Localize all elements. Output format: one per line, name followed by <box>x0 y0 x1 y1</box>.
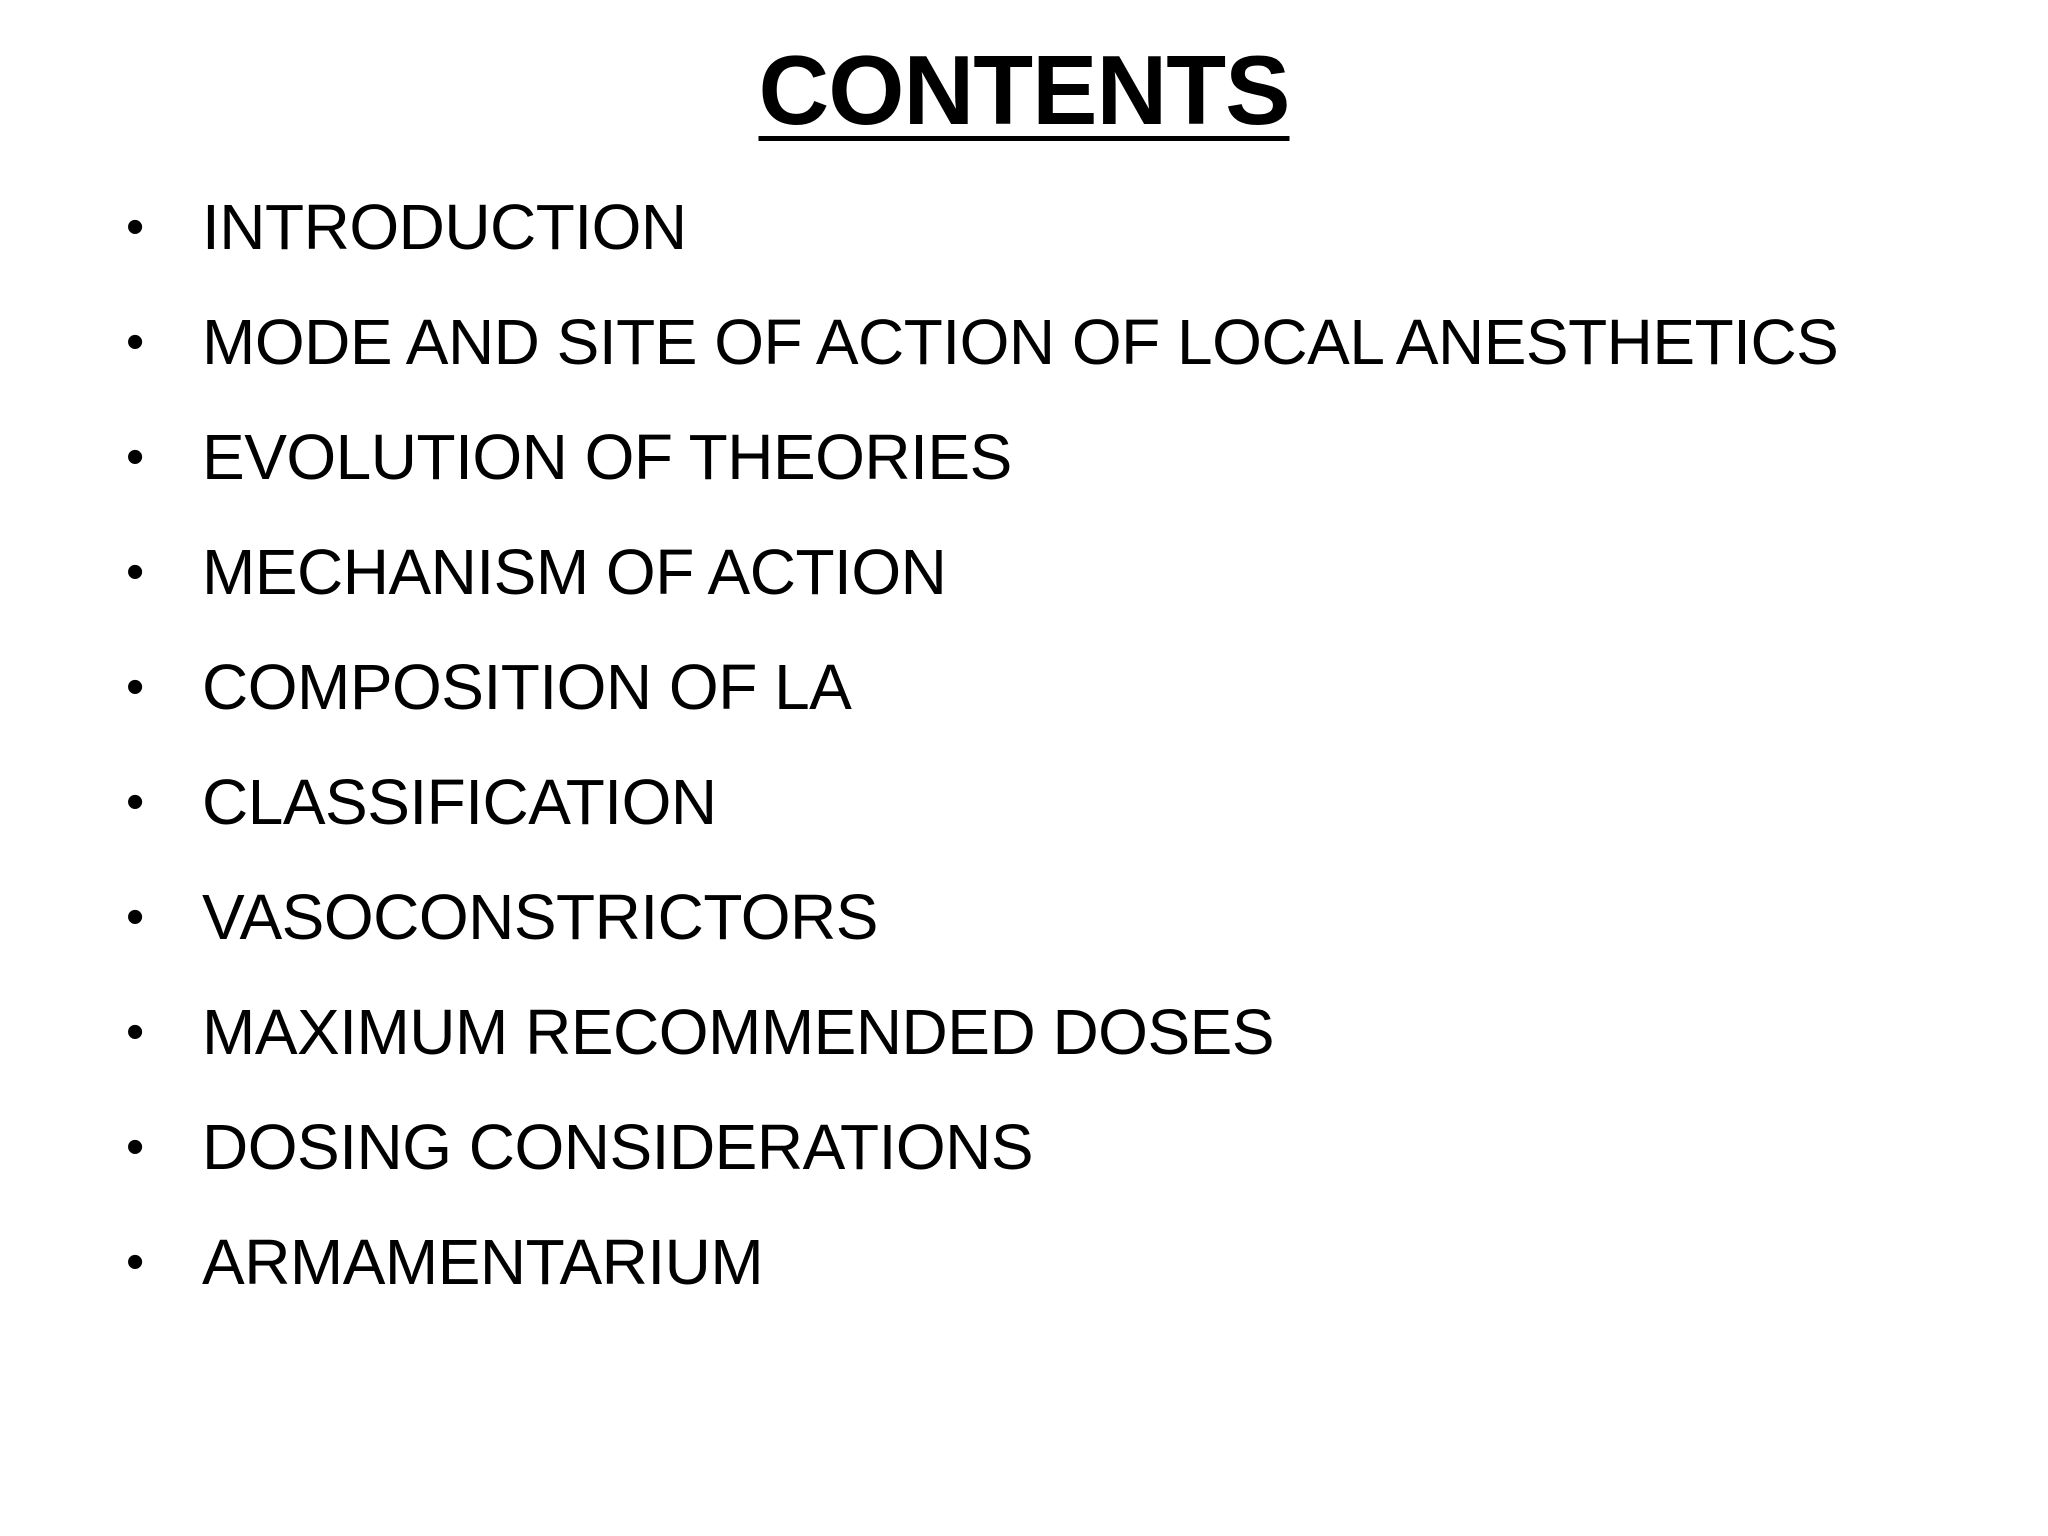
bullet-icon: • <box>126 543 145 601</box>
bullet-icon: • <box>126 773 145 831</box>
bullet-icon: • <box>126 313 145 371</box>
slide-title: CONTENTS <box>758 35 1290 145</box>
bullet-icon: • <box>126 1118 145 1176</box>
list-item-label: MAXIMUM RECOMMENDED DOSES <box>202 996 1274 1068</box>
list-item-label: VASOCONSTRICTORS <box>202 881 878 953</box>
list-item-label: CLASSIFICATION <box>202 766 717 838</box>
list-item-label: DOSING CONSIDERATIONS <box>202 1111 1034 1183</box>
list-item-label: COMPOSITION OF LA <box>202 651 852 723</box>
bullet-icon: • <box>126 888 145 946</box>
bullet-icon: • <box>126 658 145 716</box>
list-item-label: EVOLUTION OF THEORIES <box>202 421 1012 493</box>
bullet-icon: • <box>126 198 145 256</box>
bullet-icon: • <box>126 428 145 486</box>
list-item-label: INTRODUCTION <box>202 191 687 263</box>
bullet-icon: • <box>126 1003 145 1061</box>
list-item-label: MECHANISM OF ACTION <box>202 536 947 608</box>
bullet-icon: • <box>126 1233 145 1291</box>
list-item-label: MODE AND SITE OF ACTION OF LOCAL ANESTHETICS <box>202 306 1839 378</box>
list-item-label: ARMAMENTARIUM <box>202 1226 764 1298</box>
